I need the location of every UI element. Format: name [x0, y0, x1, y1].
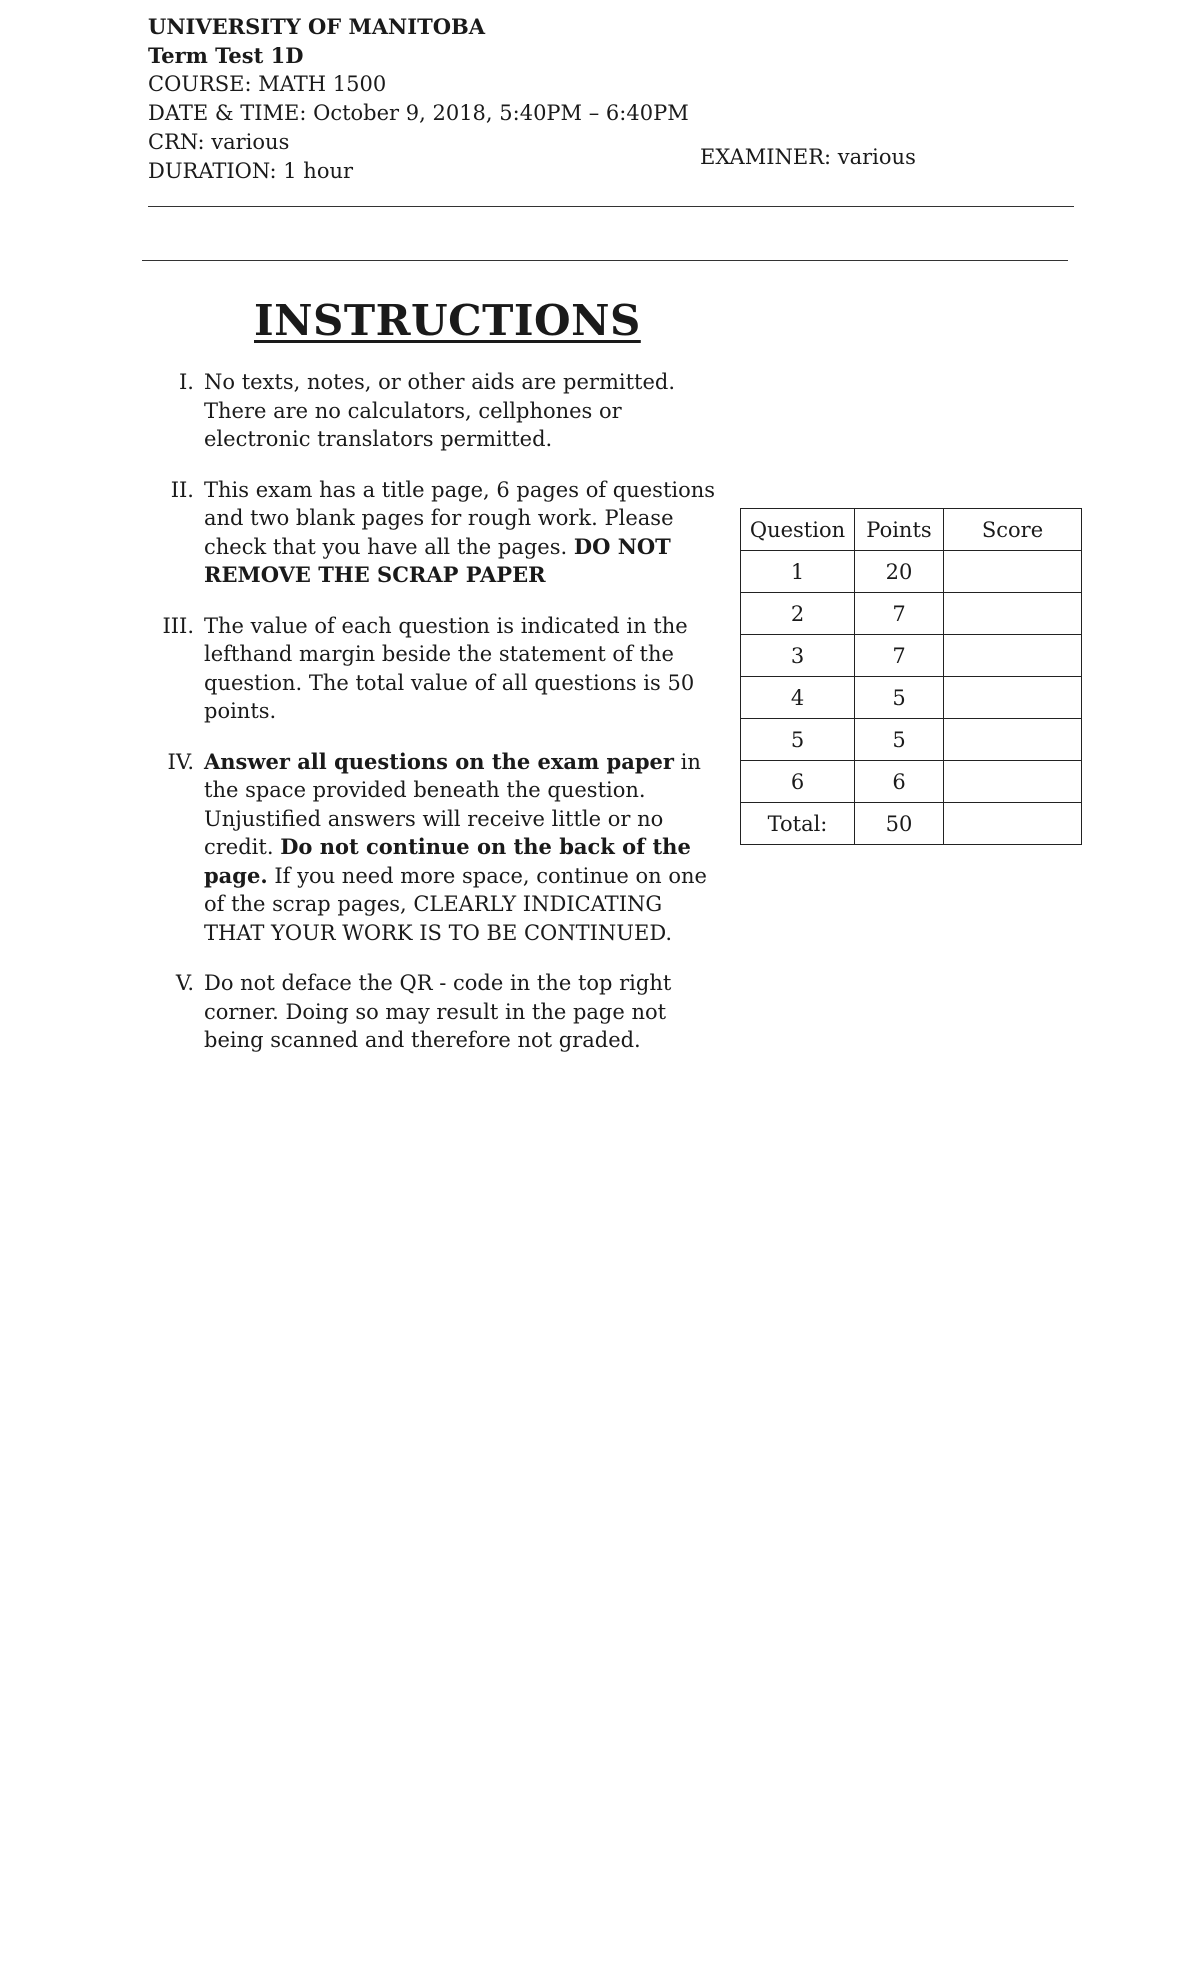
table-row — [741, 761, 1082, 803]
instruction-text: The value of each question is indicated in the lefthand margin beside the statement of the question. The total value of all questions is 50 points. — [204, 613, 695, 723]
header-score: Score — [944, 509, 1082, 551]
total-score-cell — [944, 803, 1082, 845]
points-cell: 5 — [855, 719, 944, 761]
question-cell: 3 — [741, 635, 855, 677]
points-cell: 7 — [855, 635, 944, 677]
date-time-line: DATE & TIME: October 9, 2018, 5:40PM – 6:40PM — [148, 101, 689, 125]
instruction-item-5 — [160, 969, 720, 1055]
instruction-number: IV. — [167, 749, 194, 774]
table-row — [741, 551, 1082, 593]
instruction-text: in the space provided beneath the question. Unjustified answers will receive little or no credit. — [204, 749, 701, 859]
score-cell — [944, 635, 1082, 677]
question-cell: 5 — [741, 719, 855, 761]
instruction-bold-text: Answer all questions on the exam paper — [204, 748, 674, 774]
instruction-text: This exam has a title page, 6 pages of questions and two blank pages for rough work. Please check that you have all the pages. — [204, 477, 716, 559]
instruction-number: III. — [162, 613, 194, 638]
total-points: 50 — [855, 803, 944, 845]
instruction-item-2 — [160, 476, 720, 590]
instruction-text: No texts, notes, or other aids are permitted. There are no calculators, cellphones or electronic translators permitted. — [204, 370, 675, 451]
score-cell — [944, 551, 1082, 593]
instruction-item-3 — [160, 612, 720, 726]
instruction-bold-text: Do not continue on the back of the page. — [204, 834, 691, 888]
table-row — [741, 677, 1082, 719]
score-cell — [944, 593, 1082, 635]
table-row — [741, 593, 1082, 635]
score-cell — [944, 677, 1082, 719]
instruction-bold-text: DO NOT REMOVE THE SCRAP PAPER — [204, 533, 671, 587]
header-points: Points — [855, 509, 944, 551]
header-divider-top — [148, 206, 1074, 207]
table-row — [741, 719, 1082, 761]
points-cell: 7 — [855, 593, 944, 635]
instruction-item-4 — [160, 748, 720, 948]
total-label: Total: — [741, 803, 855, 845]
question-cell: 2 — [741, 593, 855, 635]
header-divider-bottom — [142, 260, 1068, 261]
university-name: UNIVERSITY OF MANITOBA — [148, 14, 486, 39]
question-cell: 4 — [741, 677, 855, 719]
test-name: Term Test 1D — [148, 43, 304, 68]
instruction-number: II. — [170, 477, 194, 502]
score-cell — [944, 761, 1082, 803]
instructions-list — [160, 368, 720, 1055]
score-table — [740, 508, 1082, 845]
points-cell: 6 — [855, 761, 944, 803]
instruction-text: Do not deface the QR - code in the top right corner. Doing so may result in the page not being scanned and therefore not graded. — [204, 971, 672, 1052]
examiner-line: EXAMINER: various — [700, 145, 916, 169]
total-row — [741, 803, 1082, 845]
question-cell: 6 — [741, 761, 855, 803]
instructions-title: INSTRUCTIONS — [254, 296, 641, 345]
header-question: Question — [741, 509, 855, 551]
table-row — [741, 635, 1082, 677]
score-cell — [944, 719, 1082, 761]
course-line: COURSE: MATH 1500 — [148, 72, 387, 96]
question-cell: 1 — [741, 551, 855, 593]
duration-line: DURATION: 1 hour — [148, 159, 354, 183]
crn-line: CRN: various — [148, 130, 290, 154]
points-cell: 5 — [855, 677, 944, 719]
instruction-number: I. — [179, 370, 194, 394]
points-cell: 20 — [855, 551, 944, 593]
instruction-number: V. — [175, 971, 194, 995]
instruction-text: If you need more space, continue on one of the scrap pages, CLEARLY INDICATING THAT YOUR WORK IS TO BE CONTINUED. — [204, 863, 707, 945]
score-table-header-row — [741, 509, 1082, 551]
instruction-item-1 — [160, 368, 720, 454]
